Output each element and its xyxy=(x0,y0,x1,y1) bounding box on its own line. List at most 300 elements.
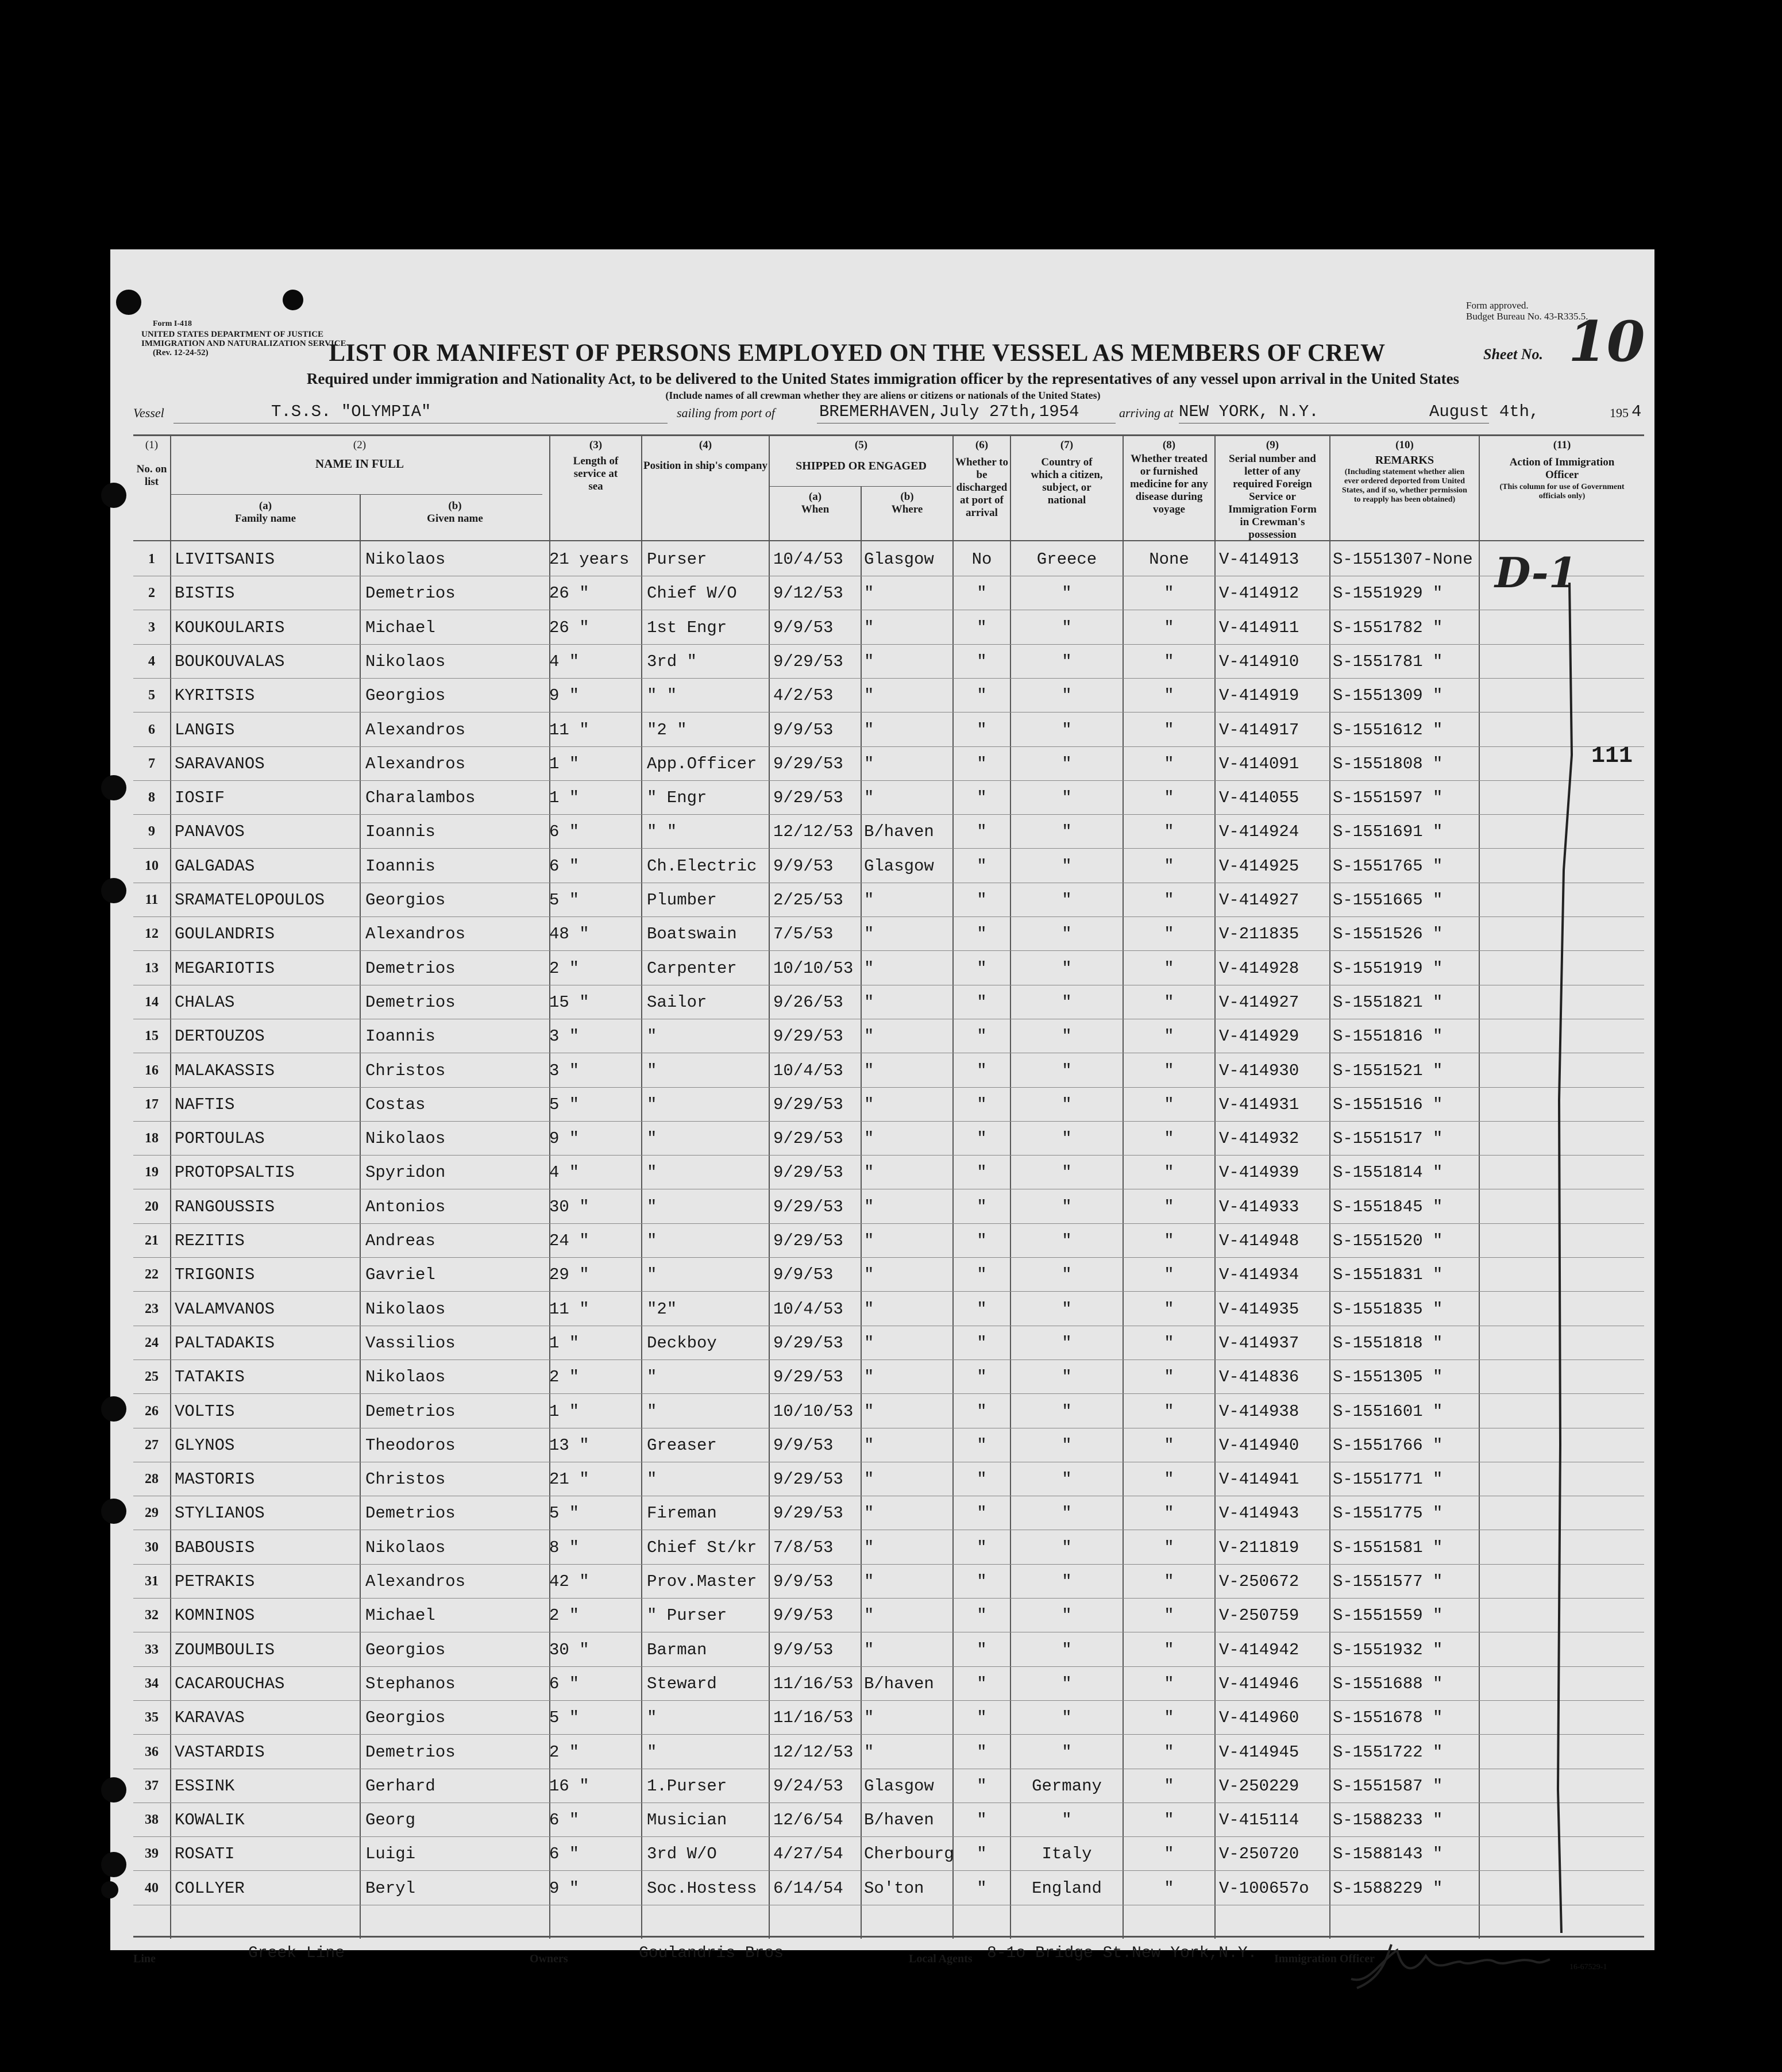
cell-when: 9/29/53 xyxy=(773,1231,843,1250)
cell-position: Purser xyxy=(647,550,707,569)
cell-remarks: S-1551808 " xyxy=(1333,754,1443,773)
cell-service: 3 " xyxy=(549,1027,580,1046)
cell-when: 9/29/53 xyxy=(773,1504,843,1523)
cell-service: 5 " xyxy=(549,1095,580,1114)
cell-service: 30 " xyxy=(549,1640,589,1659)
cell-no: 30 xyxy=(145,1539,159,1555)
cell-family: REZITIS xyxy=(175,1231,245,1250)
cell-country: " xyxy=(1062,891,1072,910)
sheet-number: 10 xyxy=(1568,309,1645,374)
cell-family: KOUKOULARIS xyxy=(175,618,285,637)
cell-remarks: S-1551559 " xyxy=(1333,1606,1443,1626)
cell-medicine: " xyxy=(1164,1572,1174,1591)
cell-family: PORTOULAS xyxy=(175,1129,265,1149)
cell-medicine: " xyxy=(1164,1129,1174,1149)
cell-remarks: S-1551521 " xyxy=(1333,1061,1443,1080)
binder-hole xyxy=(101,1396,126,1422)
cell-serial: V-414931 xyxy=(1219,1095,1299,1114)
cell-remarks: S-1551781 " xyxy=(1333,652,1443,671)
cell-medicine: " xyxy=(1164,1844,1174,1864)
cell-country: " xyxy=(1062,788,1072,808)
cell-where: " xyxy=(864,584,874,603)
cell-no: 22 xyxy=(145,1267,159,1283)
table-row xyxy=(110,1224,1654,1258)
cell-no: 9 xyxy=(148,824,155,839)
cell-serial: V-414911 xyxy=(1219,618,1299,637)
cell-no: 38 xyxy=(145,1812,159,1828)
cell-family: TATAKIS xyxy=(175,1368,245,1387)
table-row xyxy=(110,576,1654,610)
cell-given: Georgios xyxy=(365,891,446,910)
cell-serial: V-414935 xyxy=(1219,1299,1299,1319)
cell-position: " xyxy=(647,1401,657,1421)
cell-where: " xyxy=(864,618,874,637)
cell-position: Chief St/kr xyxy=(647,1538,757,1557)
cell-medicine: " xyxy=(1164,822,1174,842)
cell-service: 9 " xyxy=(549,1129,580,1149)
table-row xyxy=(110,1428,1654,1462)
table-row xyxy=(110,781,1654,815)
cell-serial: V-414929 xyxy=(1219,1027,1299,1046)
cell-discharge: " xyxy=(977,1197,987,1216)
cell-when: 9/9/53 xyxy=(773,856,834,876)
cell-family: VALAMVANOS xyxy=(175,1299,275,1319)
cell-discharge: " xyxy=(977,686,987,706)
cell-where: " xyxy=(864,1231,874,1250)
cell-remarks: S-1588229 " xyxy=(1333,1878,1443,1898)
cell-remarks: S-1551597 " xyxy=(1333,788,1443,808)
cell-position: " Engr xyxy=(647,788,707,808)
cell-when: 9/9/53 xyxy=(773,1606,834,1626)
cell-no: 34 xyxy=(145,1676,159,1691)
cell-country: " xyxy=(1062,1811,1072,1830)
cell-medicine: " xyxy=(1164,1265,1174,1285)
binder-hole xyxy=(101,1852,126,1877)
cell-where: " xyxy=(864,1163,874,1183)
col11-header: (11) Action of Immigration Officer (This column for use of Government officials only) xyxy=(1499,439,1625,500)
cell-serial: V-250672 xyxy=(1219,1572,1299,1591)
table-row xyxy=(110,1803,1654,1837)
cell-given: Nikolaos xyxy=(365,1538,446,1557)
cell-when: 9/29/53 xyxy=(773,1197,843,1216)
cell-discharge: " xyxy=(977,1163,987,1183)
cell-country: " xyxy=(1062,992,1072,1012)
cell-family: BISTIS xyxy=(175,584,235,603)
cell-when: 9/29/53 xyxy=(773,788,843,808)
cell-serial: V-414942 xyxy=(1219,1640,1299,1659)
cell-when: 9/26/53 xyxy=(773,992,843,1012)
cell-position: Barman xyxy=(647,1640,707,1659)
cell-service: 4 " xyxy=(549,652,580,671)
cell-discharge: " xyxy=(977,1333,987,1353)
col1-header: (1) No. on list xyxy=(136,439,167,488)
cell-country: " xyxy=(1062,856,1072,876)
cell-position: " xyxy=(647,1470,657,1489)
cell-medicine: " xyxy=(1164,1333,1174,1353)
cell-where: " xyxy=(864,1470,874,1489)
table-row xyxy=(110,1565,1654,1599)
cell-remarks: S-1551526 " xyxy=(1333,925,1443,944)
cell-medicine: " xyxy=(1164,1401,1174,1421)
table-row xyxy=(110,883,1654,917)
cell-when: 9/9/53 xyxy=(773,1572,834,1591)
cell-medicine: " xyxy=(1164,1878,1174,1898)
table-row xyxy=(110,1258,1654,1292)
form-subtitle: Required under immigration and Nationality Act, to be delivered to the United States immigration officer by the representatives of any vessel upon arrival in the United States xyxy=(306,370,1460,387)
cell-where: " xyxy=(864,1708,874,1728)
cell-where: " xyxy=(864,1197,874,1216)
cell-family: VOLTIS xyxy=(175,1401,235,1421)
cell-medicine: " xyxy=(1164,1027,1174,1046)
cell-country: " xyxy=(1062,1197,1072,1216)
col3-header: (3) Length of service at sea xyxy=(573,439,619,492)
cell-when: 9/24/53 xyxy=(773,1776,843,1796)
cell-no: 39 xyxy=(145,1846,159,1862)
cell-service: 5 " xyxy=(549,1504,580,1523)
manifest-sheet xyxy=(110,249,1654,1971)
cell-discharge: " xyxy=(977,1538,987,1557)
cell-discharge: " xyxy=(977,822,987,842)
cell-remarks: S-1551771 " xyxy=(1333,1470,1443,1489)
cell-where: " xyxy=(864,925,874,944)
cell-country: " xyxy=(1062,754,1072,773)
cell-remarks: S-1551816 " xyxy=(1333,1027,1443,1046)
cell-remarks: S-1551932 " xyxy=(1333,1640,1443,1659)
cell-given: Gerhard xyxy=(365,1776,435,1796)
action-mark: D-1 xyxy=(1495,548,1577,597)
cell-when: 9/9/53 xyxy=(773,1265,834,1285)
cell-when: 9/29/53 xyxy=(773,652,843,671)
cell-family: MALAKASSIS xyxy=(175,1061,275,1080)
cell-where: " xyxy=(864,958,874,978)
cell-discharge: " xyxy=(977,1504,987,1523)
cell-no: 37 xyxy=(145,1778,159,1793)
department-block: UNITED STATES DEPARTMENT OF JUSTICE IMMIGRATION AND NATURALIZATION SERVICE (Rev. 12-24-52) xyxy=(141,330,346,357)
cell-service: 3 " xyxy=(549,1061,580,1080)
cell-discharge: " xyxy=(977,1299,987,1319)
cell-country: " xyxy=(1062,1435,1072,1455)
cell-family: GALGADAS xyxy=(175,856,255,876)
cell-where: So'ton xyxy=(864,1878,924,1898)
cell-country: " xyxy=(1062,822,1072,842)
cell-medicine: " xyxy=(1164,1435,1174,1455)
cell-position: "2 " xyxy=(647,720,687,740)
cell-family: KARAVAS xyxy=(175,1708,245,1728)
binder-hole xyxy=(101,1777,126,1803)
cell-no: 6 xyxy=(148,722,155,737)
cell-medicine: " xyxy=(1164,754,1174,773)
cell-medicine: None xyxy=(1149,550,1189,569)
cell-when: 6/14/54 xyxy=(773,1878,843,1898)
vessel-label: Vessel xyxy=(133,406,164,420)
cell-where: " xyxy=(864,720,874,740)
cell-service: 11 " xyxy=(549,1299,589,1319)
cell-family: BOUKOUVALAS xyxy=(175,652,285,671)
year-suffix: 4 xyxy=(1631,402,1642,421)
cell-discharge: " xyxy=(977,1878,987,1898)
cell-country: " xyxy=(1062,1401,1072,1421)
cell-when: 9/29/53 xyxy=(773,754,843,773)
cell-when: 10/4/53 xyxy=(773,1299,843,1319)
cell-position: Musician xyxy=(647,1811,727,1830)
cell-position: 3rd " xyxy=(647,652,697,671)
cell-medicine: " xyxy=(1164,1197,1174,1216)
year-prefix: 195 xyxy=(1610,406,1629,420)
cell-medicine: " xyxy=(1164,1776,1174,1796)
cell-where: B/haven xyxy=(864,1811,934,1830)
cell-position: " xyxy=(647,1095,657,1114)
col2a-header: (a) Family name xyxy=(234,500,296,525)
cell-position: " Purser xyxy=(647,1606,727,1626)
cell-no: 23 xyxy=(145,1301,159,1316)
cell-where: " xyxy=(864,1368,874,1387)
cell-remarks: S-1551775 " xyxy=(1333,1504,1443,1523)
cell-country: " xyxy=(1062,686,1072,706)
cell-medicine: " xyxy=(1164,856,1174,876)
cell-family: RANGOUSSIS xyxy=(175,1197,275,1216)
cell-service: 4 " xyxy=(549,1163,580,1183)
cell-position: Sailor xyxy=(647,992,707,1012)
cell-service: 2 " xyxy=(549,1742,580,1762)
cell-serial: V-414940 xyxy=(1219,1435,1299,1455)
printer-code: 16-67529-1 xyxy=(1569,1963,1607,1971)
cell-serial: V-415114 xyxy=(1219,1811,1299,1830)
cell-given: Vassilios xyxy=(365,1333,456,1353)
cell-no: 19 xyxy=(145,1165,159,1180)
cell-given: Theodoros xyxy=(365,1435,456,1455)
cell-when: 9/29/53 xyxy=(773,1095,843,1114)
cell-serial: V-414055 xyxy=(1219,788,1299,808)
cell-serial: V-414939 xyxy=(1219,1163,1299,1183)
cell-serial: V-414925 xyxy=(1219,856,1299,876)
cell-position: " xyxy=(647,1061,657,1080)
cell-serial: V-414917 xyxy=(1219,720,1299,740)
cell-family: MEGARIOTIS xyxy=(175,958,275,978)
cell-discharge: " xyxy=(977,1061,987,1080)
cell-discharge: " xyxy=(977,1401,987,1421)
line-label: Line xyxy=(133,1952,156,1965)
cell-given: Andreas xyxy=(365,1231,435,1250)
cell-country: " xyxy=(1062,1163,1072,1183)
cell-given: Stephanos xyxy=(365,1674,456,1693)
cell-position: 1st Engr xyxy=(647,618,727,637)
cell-remarks: S-1551722 " xyxy=(1333,1742,1443,1762)
form-id: Form I-418 xyxy=(153,319,192,328)
cell-position: Chief W/O xyxy=(647,584,737,603)
cell-service: 30 " xyxy=(549,1197,589,1216)
cell-service: 9 " xyxy=(549,1878,580,1898)
table-row xyxy=(110,1292,1654,1326)
cell-given: Christos xyxy=(365,1061,446,1080)
cell-family: CACAROUCHAS xyxy=(175,1674,285,1693)
cell-medicine: " xyxy=(1164,1095,1174,1114)
cell-discharge: " xyxy=(977,1470,987,1489)
cell-medicine: " xyxy=(1164,1061,1174,1080)
cell-given: Alexandros xyxy=(365,925,466,944)
cell-given: Ioannis xyxy=(365,822,435,842)
cell-service: 13 " xyxy=(549,1435,589,1455)
cell-position: " xyxy=(647,1265,657,1285)
cell-discharge: " xyxy=(977,1231,987,1250)
cell-family: ZOUMBOULIS xyxy=(175,1640,275,1659)
cell-medicine: " xyxy=(1164,652,1174,671)
cell-no: 20 xyxy=(145,1199,159,1214)
cell-when: 7/5/53 xyxy=(773,925,834,944)
cell-where: " xyxy=(864,1742,874,1762)
cell-given: Antonios xyxy=(365,1197,446,1216)
cell-discharge: " xyxy=(977,925,987,944)
officer-signature xyxy=(1345,1939,1552,1990)
cell-where: B/haven xyxy=(864,822,934,842)
table-row xyxy=(110,1837,1654,1871)
cell-when: 9/29/53 xyxy=(773,1333,843,1353)
cell-remarks: S-1551835 " xyxy=(1333,1299,1443,1319)
cell-remarks: S-1551814 " xyxy=(1333,1163,1443,1183)
cell-remarks: S-1551581 " xyxy=(1333,1538,1443,1557)
cell-position: 1.Purser xyxy=(647,1776,727,1796)
cell-when: 9/9/53 xyxy=(773,1435,834,1455)
cell-where: " xyxy=(864,1606,874,1626)
cell-no: 14 xyxy=(145,994,159,1010)
cell-where: Glasgow xyxy=(864,1776,934,1796)
cell-service: 11 " xyxy=(549,720,589,740)
cell-family: VASTARDIS xyxy=(175,1742,265,1762)
cell-when: 11/16/53 xyxy=(773,1674,854,1693)
cell-position: 3rd W/O xyxy=(647,1844,717,1864)
cell-no: 16 xyxy=(145,1062,159,1078)
cell-medicine: " xyxy=(1164,992,1174,1012)
cell-service: 9 " xyxy=(549,686,580,706)
cell-where: " xyxy=(864,686,874,706)
cell-no: 35 xyxy=(145,1710,159,1726)
cell-medicine: " xyxy=(1164,1231,1174,1250)
cell-remarks: S-1551587 " xyxy=(1333,1776,1443,1796)
cell-remarks: S-1551929 " xyxy=(1333,584,1443,603)
cell-family: NAFTIS xyxy=(175,1095,235,1114)
col8-header: (8) Whether treated or furnished medicine for any disease during voyage xyxy=(1130,439,1208,515)
cell-country: Germany xyxy=(1032,1776,1102,1796)
binder-hole xyxy=(101,1881,118,1898)
cell-service: 26 " xyxy=(549,584,589,603)
cell-serial: V-414924 xyxy=(1219,822,1299,842)
cell-given: Georg xyxy=(365,1811,416,1830)
cell-given: Georgios xyxy=(365,686,446,706)
cell-no: 3 xyxy=(148,619,155,635)
cell-position: " xyxy=(647,1368,657,1387)
cell-family: PROTOPSALTIS xyxy=(175,1163,295,1183)
cell-no: 33 xyxy=(145,1642,159,1657)
cell-when: 9/29/53 xyxy=(773,1470,843,1489)
table-row xyxy=(110,542,1654,576)
binder-hole xyxy=(101,775,126,800)
cell-given: Michael xyxy=(365,618,435,637)
cell-family: BABOUSIS xyxy=(175,1538,255,1557)
cell-service: 5 " xyxy=(549,1708,580,1728)
cell-where: " xyxy=(864,788,874,808)
cell-where: " xyxy=(864,891,874,910)
cell-discharge: " xyxy=(977,1742,987,1762)
cell-discharge: " xyxy=(977,1811,987,1830)
col5-header: (5) SHIPPED OR ENGAGED xyxy=(796,439,927,472)
cell-no: 29 xyxy=(145,1505,159,1521)
cell-where: " xyxy=(864,1538,874,1557)
cell-country: " xyxy=(1062,1231,1072,1250)
cell-discharge: " xyxy=(977,1368,987,1387)
cell-given: Ioannis xyxy=(365,856,435,876)
table-row xyxy=(110,849,1654,883)
cell-service: 6 " xyxy=(549,856,580,876)
cell-remarks: S-1551818 " xyxy=(1333,1333,1443,1353)
agents-value: 8-1o Bridge St.New York,N.Y. xyxy=(987,1944,1258,1962)
cell-when: 10/4/53 xyxy=(773,1061,843,1080)
sailing-label: sailing from port of xyxy=(677,406,775,420)
cell-country: " xyxy=(1062,618,1072,637)
cell-medicine: " xyxy=(1164,1674,1174,1693)
cell-serial: V-414945 xyxy=(1219,1742,1299,1762)
cell-where: " xyxy=(864,1401,874,1421)
table-row xyxy=(110,917,1654,951)
binder-hole xyxy=(101,483,126,508)
cell-service: 2 " xyxy=(549,958,580,978)
cell-remarks: S-1551309 " xyxy=(1333,686,1443,706)
arriving-label: arriving at xyxy=(1119,406,1174,420)
table-row xyxy=(110,1326,1654,1360)
cell-country: " xyxy=(1062,1027,1072,1046)
vessel-name: T.S.S. "OLYMPIA" xyxy=(271,402,431,421)
cell-serial: V-414946 xyxy=(1219,1674,1299,1693)
cell-remarks: S-1551612 " xyxy=(1333,720,1443,740)
cell-discharge: " xyxy=(977,754,987,773)
cell-remarks: S-1551919 " xyxy=(1333,958,1443,978)
cell-discharge: " xyxy=(977,652,987,671)
cell-serial: V-414934 xyxy=(1219,1265,1299,1285)
cell-service: 16 " xyxy=(549,1776,589,1796)
binder-hole xyxy=(101,878,126,903)
arriving-at: NEW YORK, N.Y. xyxy=(1179,402,1319,421)
cell-country: " xyxy=(1062,1470,1072,1489)
cell-service: 21 " xyxy=(549,1470,589,1489)
cell-when: 10/10/53 xyxy=(773,958,854,978)
cell-where: " xyxy=(864,1299,874,1319)
owners-value: Goulandris Bros xyxy=(639,1944,784,1962)
cell-serial: V-414919 xyxy=(1219,686,1299,706)
cell-serial: V-414943 xyxy=(1219,1504,1299,1523)
cell-remarks: S-1551601 " xyxy=(1333,1401,1443,1421)
cell-family: ESSINK xyxy=(175,1776,235,1796)
cell-where: " xyxy=(864,1265,874,1285)
cell-service: 48 " xyxy=(549,925,589,944)
cell-position: App.Officer xyxy=(647,754,757,773)
cell-medicine: " xyxy=(1164,1163,1174,1183)
cell-serial: V-414836 xyxy=(1219,1368,1299,1387)
cell-when: 9/9/53 xyxy=(773,618,834,637)
cell-service: 2 " xyxy=(549,1606,580,1626)
cell-remarks: S-1551688 " xyxy=(1333,1674,1443,1693)
cell-service: 1 " xyxy=(549,1401,580,1421)
cell-serial: V-414932 xyxy=(1219,1129,1299,1149)
cell-position: " " xyxy=(647,822,677,842)
agents-label: Local Agents xyxy=(909,1952,973,1965)
cell-serial: V-414960 xyxy=(1219,1708,1299,1728)
line-value: Greek Line xyxy=(248,1944,345,1962)
cell-discharge: " xyxy=(977,958,987,978)
cell-serial: V-414937 xyxy=(1219,1333,1299,1353)
cell-where: " xyxy=(864,1129,874,1149)
table-row xyxy=(110,1122,1654,1156)
cell-no: 21 xyxy=(145,1233,159,1248)
arrival-date: August 4th, xyxy=(1429,402,1540,421)
cell-when: 7/8/53 xyxy=(773,1538,834,1557)
